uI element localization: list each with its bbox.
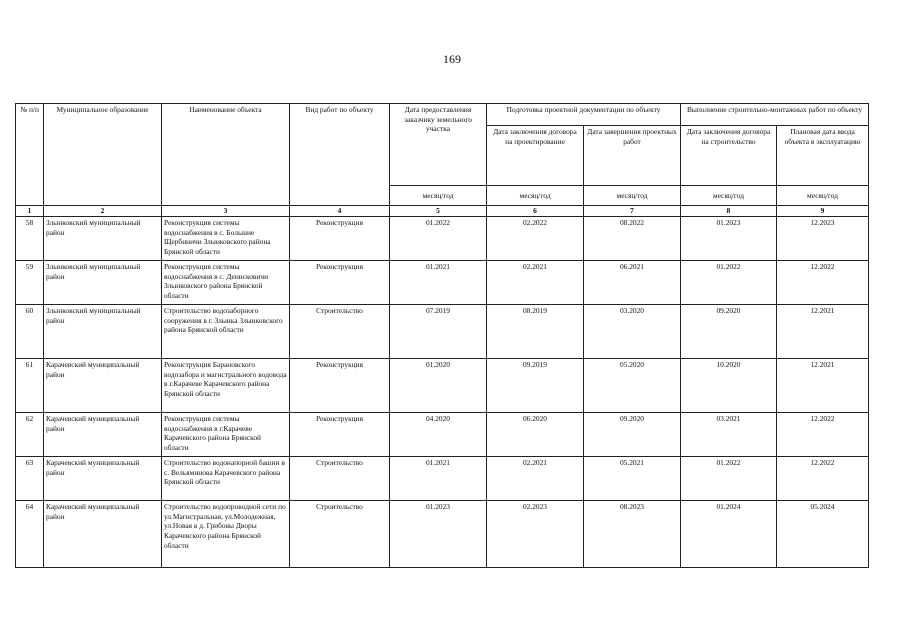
row-number: 59: [16, 261, 44, 305]
unit-label: месяц/год: [390, 186, 487, 206]
column-number-row: [16, 206, 869, 217]
row-number: 63: [16, 457, 44, 501]
land-date-cell: 01.2023: [390, 501, 487, 568]
object-name-cell: Реконструкция системы водоснабжения в с. Денисковичи Злынковского района Брянской области: [162, 261, 290, 305]
object-name-cell: Реконструкция системы водоснабжения в г.Карачеве Карачевского района Брянской области: [162, 413, 290, 457]
land-date-cell: 07.2019: [390, 305, 487, 359]
build-contract-cell: 03.2021: [681, 413, 777, 457]
work-type-cell: Реконструкция: [290, 217, 390, 261]
land-date-cell: 01.2020: [390, 359, 487, 413]
object-name-cell: Строительство водонапорной башни в с. Вельяминова Карачевского района Брянской области: [162, 457, 290, 501]
commission-date-cell: 12.2022: [777, 413, 869, 457]
design-end-cell: 08.2023: [584, 501, 681, 568]
design-contract-cell: 02.2022: [487, 217, 584, 261]
work-type-cell: Строительство: [290, 501, 390, 568]
design-contract-cell: 02.2023: [487, 501, 584, 568]
commission-date-cell: 12.2021: [777, 305, 869, 359]
column-number: 7: [584, 206, 681, 217]
header-design-end: Дата завершения проектных работ: [584, 126, 681, 186]
design-end-cell: 06.2021: [584, 261, 681, 305]
work-type-cell: Реконструкция: [290, 261, 390, 305]
municipality-cell: Злынковский муниципальный район: [44, 305, 162, 359]
commission-date-cell: 12.2022: [777, 457, 869, 501]
table-row: [16, 261, 869, 305]
header-build-contract: Дата заключения договора на строительство: [681, 126, 777, 186]
row-number: 60: [16, 305, 44, 359]
header-row: [16, 104, 869, 126]
table-row: [16, 217, 869, 261]
design-end-cell: 03.2020: [584, 305, 681, 359]
header-commission: Плановая дата ввода объекта в эксплуатацию: [777, 126, 869, 186]
design-end-cell: 05.2021: [584, 457, 681, 501]
object-name-cell: Строительство водозаборного сооружения в г. Злынка Злынковского района Брянской области: [162, 305, 290, 359]
municipality-cell: Карачевский муниципальный район: [44, 501, 162, 568]
header-land-date: Дата предоставления заказчику земельного участка: [390, 104, 487, 186]
table-row: [16, 359, 869, 413]
header-work-type: Вид работ по объекту: [290, 104, 390, 206]
header-design-contract: Дата заключения договора на проектирование: [487, 126, 584, 186]
design-end-cell: 05.2020: [584, 359, 681, 413]
municipality-cell: Карачевский муниципальный район: [44, 359, 162, 413]
object-name-cell: Строительство водопроводной сети по ул.Магистральная, ул.Молодежная, ул.Новая в д. Грибовы Дворы Карачевского района Брянской области: [162, 501, 290, 568]
commission-date-cell: 05.2024: [777, 501, 869, 568]
header-design-group: Подготовка проектной документации по объекту: [487, 104, 681, 126]
build-contract-cell: 01.2024: [681, 501, 777, 568]
column-number: 1: [16, 206, 44, 217]
municipality-cell: Карачевский муниципальный район: [44, 413, 162, 457]
table-row: [16, 305, 869, 359]
column-number: 2: [44, 206, 162, 217]
design-contract-cell: 06.2020: [487, 413, 584, 457]
table-row: [16, 501, 869, 568]
row-number: 58: [16, 217, 44, 261]
land-date-cell: 01.2021: [390, 261, 487, 305]
land-date-cell: 01.2021: [390, 457, 487, 501]
row-number: 62: [16, 413, 44, 457]
object-name-cell: Реконструкция системы водоснабжения в с. Большие Щербиничи Злынковского района Брянской области: [162, 217, 290, 261]
municipality-cell: Карачевский муниципальный район: [44, 457, 162, 501]
design-contract-cell: 02.2021: [487, 261, 584, 305]
design-contract-cell: 09.2019: [487, 359, 584, 413]
work-type-cell: Реконструкция: [290, 413, 390, 457]
header-no: № п/п: [16, 104, 44, 206]
header-municipality: Муниципальное образование: [44, 104, 162, 206]
build-contract-cell: 01.2023: [681, 217, 777, 261]
page-number: 169: [443, 52, 461, 66]
unit-label: месяц/год: [487, 186, 584, 206]
column-number: 4: [290, 206, 390, 217]
row-number: 64: [16, 501, 44, 568]
design-contract-cell: 08.2019: [487, 305, 584, 359]
commission-date-cell: 12.2021: [777, 359, 869, 413]
design-end-cell: 09.2020: [584, 413, 681, 457]
object-name-cell: Реконструкция Барановского водозабора и магистрального водовода в г.Карачеве Карачевского района Брянской области: [162, 359, 290, 413]
build-contract-cell: 09.2020: [681, 305, 777, 359]
table-row: [16, 457, 869, 501]
column-number: 9: [777, 206, 869, 217]
land-date-cell: 04.2020: [390, 413, 487, 457]
schedule-table: [15, 103, 869, 568]
design-end-cell: 08.2022: [584, 217, 681, 261]
municipality-cell: Злынковский муниципальный район: [44, 217, 162, 261]
column-number: 8: [681, 206, 777, 217]
unit-label: месяц/год: [777, 186, 869, 206]
build-contract-cell: 01.2022: [681, 261, 777, 305]
commission-date-cell: 12.2023: [777, 217, 869, 261]
work-type-cell: Строительство: [290, 305, 390, 359]
table-row: [16, 413, 869, 457]
build-contract-cell: 10.2020: [681, 359, 777, 413]
municipality-cell: Злынковский муниципальный район: [44, 261, 162, 305]
unit-label: месяц/год: [584, 186, 681, 206]
work-type-cell: Строительство: [290, 457, 390, 501]
work-type-cell: Реконструкция: [290, 359, 390, 413]
column-number: 3: [162, 206, 290, 217]
row-number: 61: [16, 359, 44, 413]
design-contract-cell: 02.2021: [487, 457, 584, 501]
header-build-group: Выполнение строительно-монтажных работ по объекту: [681, 104, 869, 126]
unit-label: месяц/год: [681, 186, 777, 206]
column-number: 6: [487, 206, 584, 217]
build-contract-cell: 01.2022: [681, 457, 777, 501]
commission-date-cell: 12.2022: [777, 261, 869, 305]
column-number: 5: [390, 206, 487, 217]
header-object-name: Наименование объекта: [162, 104, 290, 206]
land-date-cell: 01.2022: [390, 217, 487, 261]
